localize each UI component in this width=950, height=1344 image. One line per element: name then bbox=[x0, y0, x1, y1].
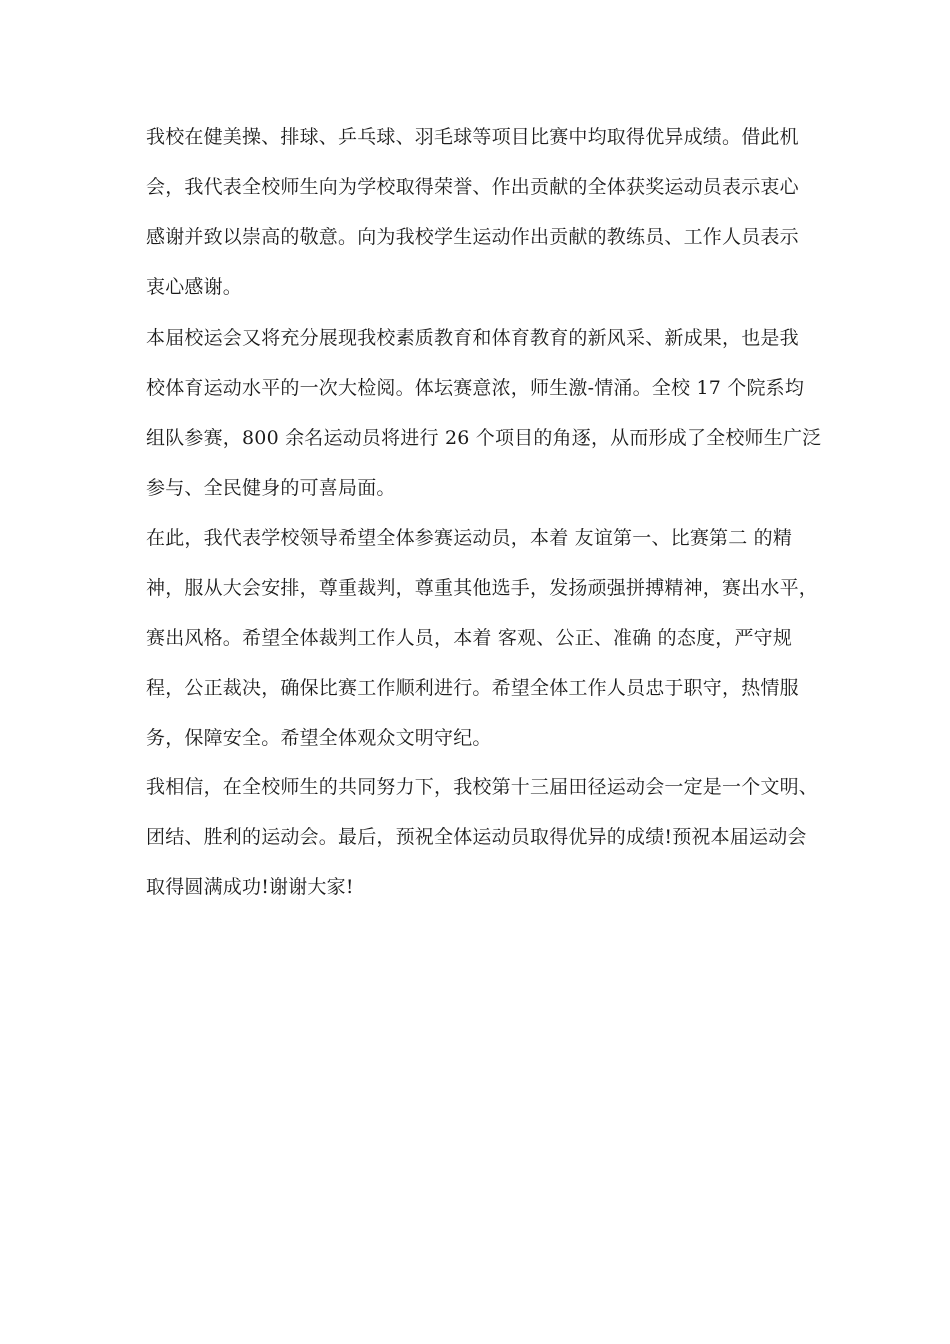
text-line: 感谢并致以崇高的敬意。向为我校学生运动作出贡献的教练员、工作人员表示 bbox=[146, 226, 799, 248]
text-line: 会，我代表全校师生向为学校取得荣誉、作出贡献的全体获奖运动员表示衷心 bbox=[146, 176, 799, 198]
text-line: 团结、胜利的运动会。最后，预祝全体运动员取得优异的成绩!预祝本届运动会 bbox=[146, 826, 807, 848]
text-line: 本届校运会又将充分展现我校素质教育和体育教育的新风采、新成果，也是我 bbox=[146, 327, 799, 349]
text-line: 参与、全民健身的可喜局面。 bbox=[146, 477, 396, 499]
text-line: 组队参赛，800 余名运动员将进行 26 个项目的角逐，从而形成了全校师生广泛 bbox=[146, 427, 822, 449]
text-line: 我相信，在全校师生的共同努力下，我校第十三届田径运动会一定是一个文明、 bbox=[146, 776, 819, 798]
text-line: 在此，我代表学校领导希望全体参赛运动员，本着 友谊第一、比赛第二 的精 bbox=[146, 527, 793, 549]
text-line: 校体育运动水平的一次大检阅。体坛赛意浓，师生激-情涌。全校 17 个院系均 bbox=[146, 377, 805, 399]
text-line: 神，服从大会安排，尊重裁判，尊重其他选手，发扬顽强拼搏精神，赛出水平， bbox=[146, 577, 819, 599]
text-line: 我校在健美操、排球、乒乓球、羽毛球等项目比赛中均取得优异成绩。借此机 bbox=[146, 126, 799, 148]
text-line: 赛出风格。希望全体裁判工作人员，本着 客观、公正、准确 的态度，严守规 bbox=[146, 627, 793, 649]
text-line: 务，保障安全。希望全体观众文明守纪。 bbox=[146, 727, 492, 749]
text-line: 取得圆满成功!谢谢大家! bbox=[146, 876, 354, 898]
text-line: 程，公正裁决，确保比赛工作顺利进行。希望全体工作人员忠于职守，热情服 bbox=[146, 677, 799, 699]
text-line: 衷心感谢。 bbox=[146, 276, 243, 298]
